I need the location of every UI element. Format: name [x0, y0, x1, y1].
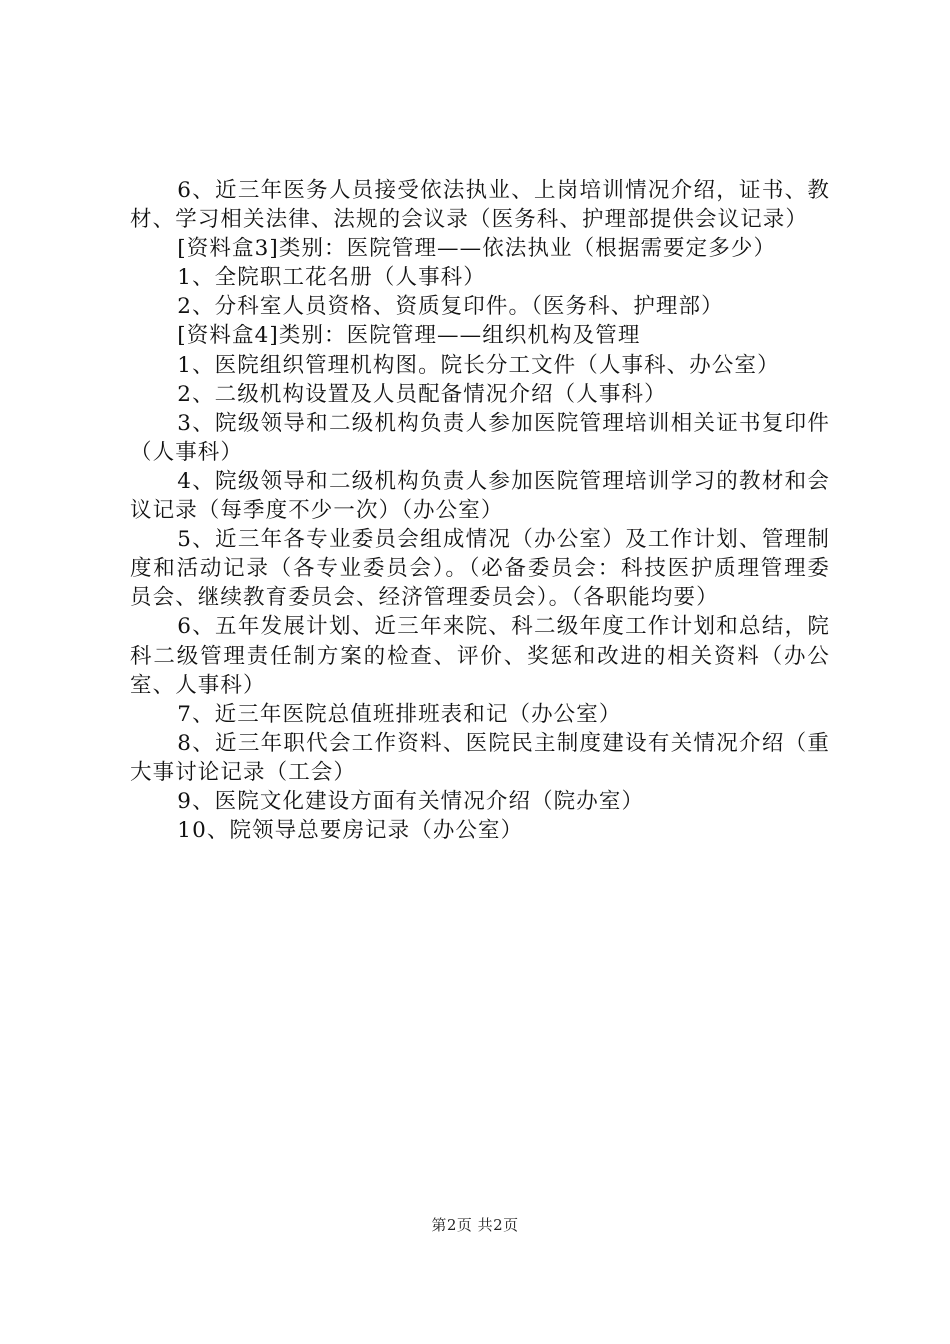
- paragraph-item-6-training: 6、近三年医务人员接受依法执业、上岗培训情况介绍，证书、教材、学习相关法律、法规的会议录（医务科、护理部提供会议记录）: [130, 178, 830, 233]
- paragraph-item-2-qualifications: 2、分科室人员资格、资质复印件。（医务科、护理部）: [177, 294, 724, 320]
- paragraph-item-9-culture: 9、医院文化建设方面有关情况介绍（院办室）: [177, 788, 645, 814]
- paragraph-item-1-org-chart: 1、医院组织管理机构图。院长分工文件（人事科、办公室）: [177, 352, 780, 378]
- paragraph-box3-heading: [资料盒3]类别：医院管理——依法执业（根据需要定多少）: [177, 236, 777, 262]
- paragraph-item-4-training-materials: 4、院级领导和二级机构负责人参加医院管理培训学习的教材和会议记录（每季度不少一次）（办公室）: [130, 468, 830, 524]
- paragraph-item-8-workers-congress: 8、近三年职代会工作资料、医院民主制度建设有关情况介绍（重大事讨论记录（工会）: [130, 730, 830, 785]
- paragraph-item-10-rounds: 10、院领导总要房记录（办公室）: [177, 818, 524, 844]
- paragraph-item-3-certificates: 3、院级领导和二级机构负责人参加医院管理培训相关证书复印件（人事科）: [130, 410, 830, 465]
- paragraph-item-1-roster: 1、全院职工花名册（人事科）: [177, 265, 486, 291]
- paragraph-item-5-committees: 5、近三年各专业委员会组成情况（办公室）及工作计划、管理制度和活动记录（各专业委员会）。（必备委员会：科技医护质理管理委员会、继续教育委员会、经济管理委员会）。（各职能均要）: [130, 527, 830, 611]
- paragraph-item-6-development-plan: 6、五年发展计划、近三年来院、科二级年度工作计划和总结，院科二级管理责任制方案的检查、评价、奖惩和改进的相关资料（办公室、人事科）: [130, 614, 830, 698]
- paragraph-item-2-secondary-org: 2、二级机构设置及人员配备情况介绍（人事科）: [177, 381, 667, 407]
- paragraph-box4-heading: [资料盒4]类别：医院管理——组织机构及管理: [177, 323, 641, 349]
- body-text: [130, 176, 830, 845]
- page-number-footer: 第2页 共2页: [431, 1216, 519, 1234]
- paragraph-item-7-duty-roster: 7、近三年医院总值班排班表和记（办公室）: [177, 701, 622, 727]
